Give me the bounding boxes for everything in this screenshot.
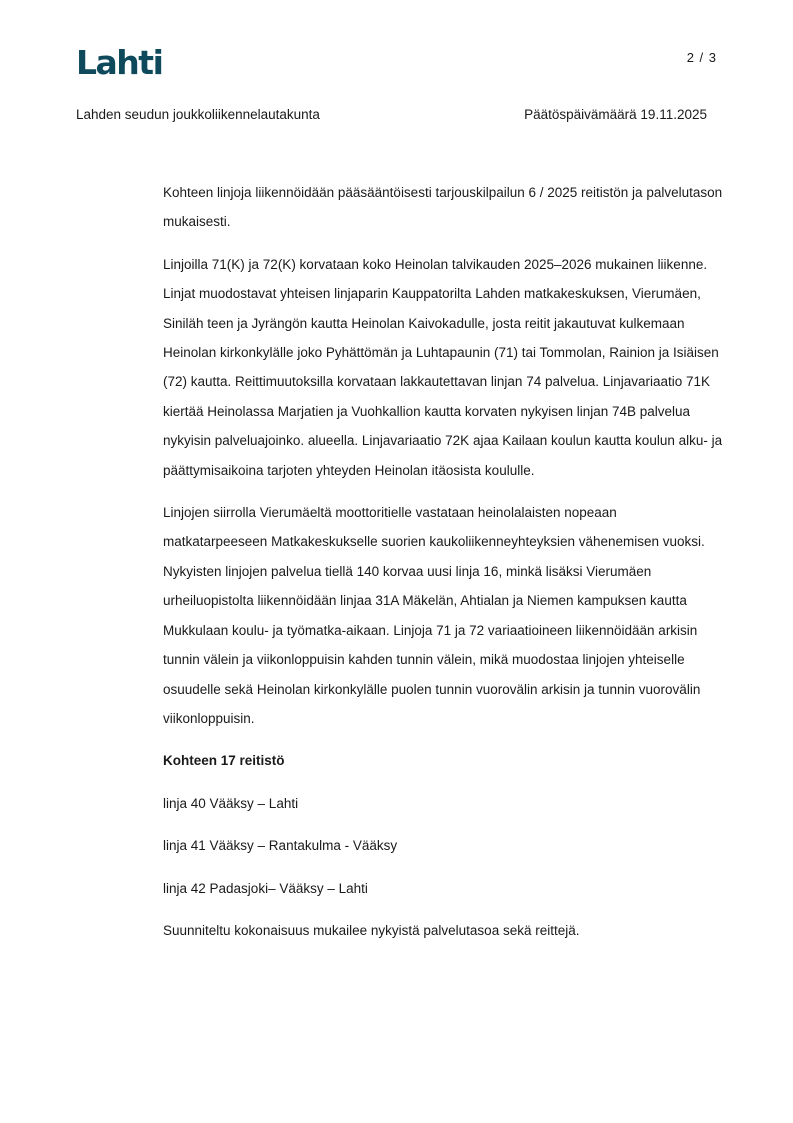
organization-name: Lahden seudun joukkoliikennelautakunta xyxy=(76,107,320,122)
route-item-40: linja 40 Vääksy – Lahti xyxy=(163,795,299,811)
section-heading: Kohteen 17 reitistö xyxy=(163,753,285,769)
page-number: 2 / 3 xyxy=(686,50,717,65)
paragraph-3: Linjojen siirrolla Vierumäeltä moottoritielle vastataan heinolalaisten nopeaan matkatarpeeseen Matkakeskukselle suorien kaukoliikenneyhteyksien vähenemisen vuoksi. Nykyisten linjojen palvelua tiellä 140 korvaa uusi linja 16, minkä lisäksi Vierumäen urheiluopistolta liikennöidään linjaa 31A Mäkelän, Ahtialan ja Niemen kampuksen kautta Mukkulaan koulu- ja työmatka-aikaan. Linjoja 71 ja 72 variaatioineen liikennöidään arkisin tunnin välein ja viikonloppuisin kahden tunnin välein, mikä muodostaa linjojen yhteiselle osuudelle sekä Heinolan kirkonkylälle puolen tunnin vuorovälin arkisin ja tunnin vuorovälin viikonloppuisin. xyxy=(163,505,705,726)
paragraph-4: Suunniteltu kokonaisuus mukailee nykyistä palvelutasoa sekä reittejä. xyxy=(163,922,580,938)
route-item-42: linja 42 Padasjoki– Vääksy – Lahti xyxy=(163,880,368,896)
lahti-logo: Lahti xyxy=(76,43,163,82)
route-item-41: linja 41 Vääksy – Rantakulma - Vääksy xyxy=(163,838,398,854)
paragraph-1: Kohteen linjoja liikennöidään pääsääntöisesti tarjouskilpailun 6 / 2025 reitistön ja palvelutason mukaisesti. xyxy=(163,185,723,230)
paragraph-2: Linjoilla 71(K) ja 72(K) korvataan koko Heinolan talvikauden 2025–2026 mukainen liikenne. Linjat muodostavat yhteisen linjaparin Kauppatorilta Lahden matkakeskuksen, Vierumäen, Siniläh teen ja Jyrängön kautta Heinolan Kaivokadulle, josta reitit jakautuvat kulkemaan Heinolan kirkonkylälle joko Pyhättömän ja Luhtapaunin (71) tai Tommolan, Rainion ja Isiäisen (72) kautta. Reittimuutoksilla korvataan lakkautettavan linjan 74 palvelua. Linjavariaatio 71K kiertää Heinolassa Marjatien ja Vuohkallion kautta korvaten nykyisen linjan 74B palvelua nykyisin palveluajoinko. alueella. Linjavariaatio 72K ajaa Kailaan koulun kautta koulun alku- ja päättymisaikoina tarjoten yhteyden Heinolan itäosista koululle. xyxy=(163,256,723,478)
document-body xyxy=(163,178,723,958)
decision-date: Päätöspäivämäärä 19.11.2025 xyxy=(524,107,707,122)
